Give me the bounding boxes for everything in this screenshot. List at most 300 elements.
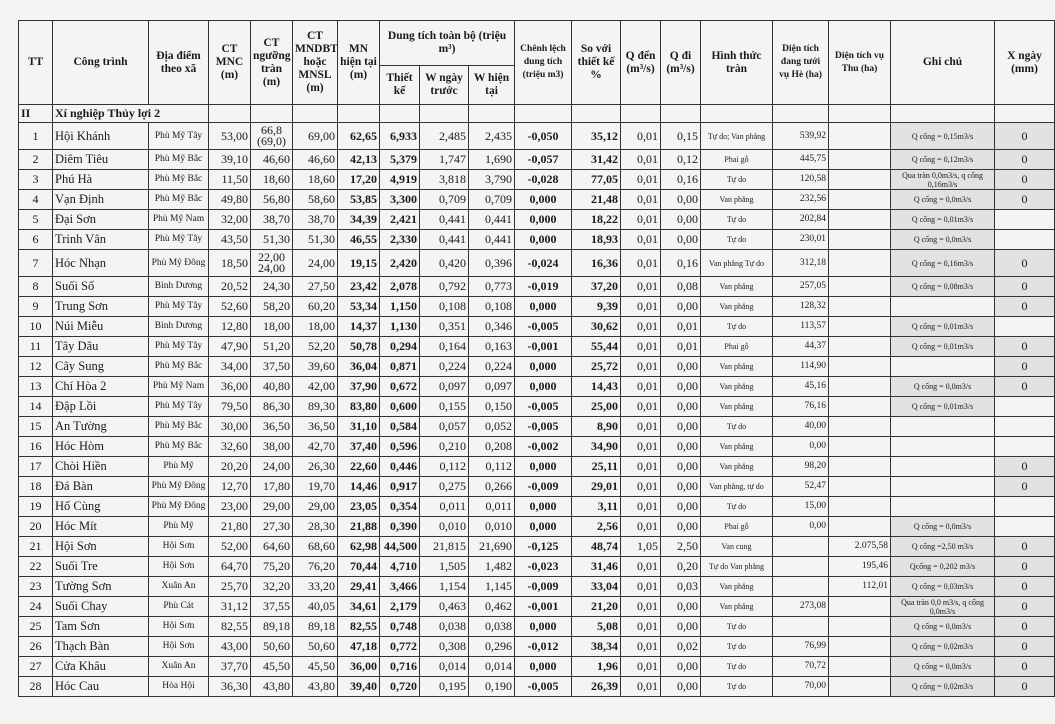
row-location: Bình Dương <box>149 317 209 337</box>
row-name: Thạch Bàn <box>53 637 149 657</box>
row-q-di: 0,00 <box>661 377 701 397</box>
row-so-voi-thiet-ke: 18,93 <box>572 230 621 250</box>
row-ghi-chu <box>891 297 995 317</box>
row-hinh-thuc-tran: Van phẳng <box>701 277 773 297</box>
table-row <box>19 357 1055 377</box>
row-x-ngay <box>995 437 1055 457</box>
row-x-ngay: 0 <box>995 150 1055 170</box>
row-q-di: 0,00 <box>661 477 701 497</box>
row-so-voi-thiet-ke: 3,11 <box>572 497 621 517</box>
row-nguong-tran: 58,20 <box>251 297 293 317</box>
row-location: Hội Sơn <box>149 617 209 637</box>
row-dt-vu-he: 232,56 <box>773 190 829 210</box>
row-nguong-tran: 22,00 24,00 <box>251 250 293 277</box>
row-hinh-thuc-tran: Van phẳng <box>701 357 773 377</box>
row-mn-hien-tai: 36,04 <box>338 357 380 377</box>
row-q-di: 0,01 <box>661 317 701 337</box>
row-q-di: 0,00 <box>661 210 701 230</box>
row-x-ngay: 0 <box>995 677 1055 697</box>
row-name: Tường Sơn <box>53 577 149 597</box>
row-thiet-ke: 6,933 <box>380 123 420 150</box>
row-w-ngay-truoc: 21,815 <box>420 537 469 557</box>
table-row <box>19 297 1055 317</box>
row-w-hien-tai: 1,690 <box>469 150 515 170</box>
table-row <box>19 417 1055 437</box>
table-row <box>19 617 1055 637</box>
row-thiet-ke: 1,130 <box>380 317 420 337</box>
row-w-ngay-truoc: 0,164 <box>420 337 469 357</box>
row-so-voi-thiet-ke: 8,90 <box>572 417 621 437</box>
row-hinh-thuc-tran: Van phẳng <box>701 577 773 597</box>
row-tt: 8 <box>19 277 53 297</box>
row-dt-vu-thu <box>829 597 891 617</box>
row-ghi-chu: Q cống =2,50 m3/s <box>891 537 995 557</box>
row-ghi-chu: Q cống = 0,01m3/s <box>891 210 995 230</box>
table-row <box>19 597 1055 617</box>
row-tt: 6 <box>19 230 53 250</box>
row-mnc: 36,00 <box>209 377 251 397</box>
row-mndbt: 27,50 <box>293 277 338 297</box>
row-q-den: 0,01 <box>621 397 661 417</box>
row-location: Hội Sơn <box>149 637 209 657</box>
row-w-hien-tai: 0,208 <box>469 437 515 457</box>
row-hinh-thuc-tran: Phai gỗ <box>701 517 773 537</box>
row-ghi-chu: Q cống = 0,02m3/s <box>891 637 995 657</box>
row-tt: 9 <box>19 297 53 317</box>
section-number: II <box>19 105 53 123</box>
row-name: Hóc Hòm <box>53 437 149 457</box>
row-nguong-tran: 38,00 <box>251 437 293 457</box>
row-w-ngay-truoc: 1,154 <box>420 577 469 597</box>
row-x-ngay: 0 <box>995 357 1055 377</box>
row-w-ngay-truoc: 0,351 <box>420 317 469 337</box>
row-w-ngay-truoc: 0,112 <box>420 457 469 477</box>
row-name: Hội Khánh <box>53 123 149 150</box>
row-q-den: 1,05 <box>621 537 661 557</box>
row-x-ngay: 0 <box>995 277 1055 297</box>
row-dt-vu-he: 70,00 <box>773 677 829 697</box>
row-dt-vu-thu <box>829 277 891 297</box>
row-mndbt: 29,00 <box>293 497 338 517</box>
row-chenh-lech: -0,028 <box>515 170 572 190</box>
row-mnc: 53,00 <box>209 123 251 150</box>
row-so-voi-thiet-ke: 9,39 <box>572 297 621 317</box>
row-tt: 21 <box>19 537 53 557</box>
row-dt-vu-he: 70,72 <box>773 657 829 677</box>
row-q-di: 0,00 <box>661 677 701 697</box>
row-q-den: 0,01 <box>621 437 661 457</box>
header-dt-dang-tuoi: Diện tích đang tưới vụ Hè (ha) <box>773 21 829 105</box>
row-name: Chí Hòa 2 <box>53 377 149 397</box>
row-w-ngay-truoc: 0,792 <box>420 277 469 297</box>
row-w-ngay-truoc: 0,057 <box>420 417 469 437</box>
row-q-den: 0,01 <box>621 597 661 617</box>
row-w-hien-tai: 1,145 <box>469 577 515 597</box>
row-ghi-chu: Q cống = 0,0m3/s <box>891 190 995 210</box>
row-chenh-lech: -0,009 <box>515 477 572 497</box>
row-hinh-thuc-tran: Van phẳng <box>701 597 773 617</box>
row-mndbt: 33,20 <box>293 577 338 597</box>
table-row <box>19 477 1055 497</box>
table-row <box>19 517 1055 537</box>
row-mnc: 64,70 <box>209 557 251 577</box>
row-w-hien-tai: 0,112 <box>469 457 515 477</box>
row-thiet-ke: 1,150 <box>380 297 420 317</box>
row-dt-vu-he: 312,18 <box>773 250 829 277</box>
row-so-voi-thiet-ke: 38,34 <box>572 637 621 657</box>
row-chenh-lech: -0,050 <box>515 123 572 150</box>
row-mn-hien-tai: 31,10 <box>338 417 380 437</box>
row-hinh-thuc-tran: Tự do <box>701 657 773 677</box>
row-ghi-chu: Q cống = 0,16m3/s <box>891 250 995 277</box>
row-mndbt: 39,60 <box>293 357 338 377</box>
row-name: Núi Miễu <box>53 317 149 337</box>
row-mnc: 20,52 <box>209 277 251 297</box>
row-nguong-tran: 56,80 <box>251 190 293 210</box>
row-nguong-tran: 29,00 <box>251 497 293 517</box>
row-ghi-chu: Q cống = 0,03m3/s <box>891 577 995 597</box>
row-hinh-thuc-tran: Van phẳng <box>701 457 773 477</box>
row-hinh-thuc-tran: Van phẳng Tự do <box>701 250 773 277</box>
row-mn-hien-tai: 50,78 <box>338 337 380 357</box>
row-tt: 14 <box>19 397 53 417</box>
row-mnc: 43,50 <box>209 230 251 250</box>
row-mn-hien-tai: 82,55 <box>338 617 380 637</box>
row-dt-vu-thu <box>829 437 891 457</box>
row-hinh-thuc-tran: Tự do <box>701 497 773 517</box>
row-hinh-thuc-tran: Tự do <box>701 230 773 250</box>
row-q-di: 0,00 <box>661 230 701 250</box>
row-w-hien-tai: 0,441 <box>469 210 515 230</box>
header-dt-vu-thu: Diện tích vụ Thu (ha) <box>829 21 891 105</box>
row-location: Phù Mỹ Đông <box>149 497 209 517</box>
row-tt: 11 <box>19 337 53 357</box>
row-hinh-thuc-tran: Tự do <box>701 617 773 637</box>
row-tt: 19 <box>19 497 53 517</box>
row-hinh-thuc-tran: Tự do <box>701 637 773 657</box>
row-x-ngay: 0 <box>995 657 1055 677</box>
row-name: Tây Dâu <box>53 337 149 357</box>
row-name: Suối Chay <box>53 597 149 617</box>
row-thiet-ke: 0,600 <box>380 397 420 417</box>
row-nguong-tran: 38,70 <box>251 210 293 230</box>
row-nguong-tran: 86,30 <box>251 397 293 417</box>
row-q-den: 0,01 <box>621 190 661 210</box>
header-x-ngay: X ngày (mm) <box>995 21 1055 105</box>
row-mn-hien-tai: 19,15 <box>338 250 380 277</box>
header-tt: TT <box>19 21 53 105</box>
table-row <box>19 170 1055 190</box>
row-mndbt: 28,30 <box>293 517 338 537</box>
row-q-den: 0,01 <box>621 497 661 517</box>
row-w-ngay-truoc: 0,195 <box>420 677 469 697</box>
row-w-ngay-truoc: 0,441 <box>420 230 469 250</box>
table-row <box>19 250 1055 277</box>
row-location: Phù Mỹ Đông <box>149 477 209 497</box>
row-nguong-tran: 36,50 <box>251 417 293 437</box>
row-so-voi-thiet-ke: 31,42 <box>572 150 621 170</box>
row-tt: 15 <box>19 417 53 437</box>
row-location: Phù Mỹ Bắc <box>149 357 209 377</box>
row-mndbt: 40,05 <box>293 597 338 617</box>
row-tt: 1 <box>19 123 53 150</box>
row-dt-vu-he: 114,90 <box>773 357 829 377</box>
row-thiet-ke: 2,078 <box>380 277 420 297</box>
row-q-di: 0,00 <box>661 297 701 317</box>
row-mn-hien-tai: 62,98 <box>338 537 380 557</box>
row-so-voi-thiet-ke: 26,39 <box>572 677 621 697</box>
row-ghi-chu: Q cống = 0,12m3/s <box>891 150 995 170</box>
row-name: Cửa Khâu <box>53 657 149 677</box>
row-mndbt: 60,20 <box>293 297 338 317</box>
row-dt-vu-thu <box>829 457 891 477</box>
row-so-voi-thiet-ke: 21,20 <box>572 597 621 617</box>
row-dt-vu-thu <box>829 677 891 697</box>
row-location: Phù Mỹ Tây <box>149 230 209 250</box>
row-chenh-lech: -0,023 <box>515 557 572 577</box>
row-mndbt: 18,00 <box>293 317 338 337</box>
row-tt: 12 <box>19 357 53 377</box>
row-mnc: 36,30 <box>209 677 251 697</box>
row-dt-vu-thu <box>829 517 891 537</box>
row-so-voi-thiet-ke: 30,62 <box>572 317 621 337</box>
row-mndbt: 68,60 <box>293 537 338 557</box>
row-hinh-thuc-tran: Phai gỗ <box>701 337 773 357</box>
row-mndbt: 19,70 <box>293 477 338 497</box>
row-tt: 17 <box>19 457 53 477</box>
row-dt-vu-thu <box>829 477 891 497</box>
row-w-hien-tai: 2,435 <box>469 123 515 150</box>
row-tt: 16 <box>19 437 53 457</box>
row-name: Hóc Nhạn <box>53 250 149 277</box>
row-q-di: 2,50 <box>661 537 701 557</box>
row-w-hien-tai: 0,224 <box>469 357 515 377</box>
row-w-hien-tai: 3,790 <box>469 170 515 190</box>
row-dt-vu-he: 0,00 <box>773 517 829 537</box>
row-tt: 7 <box>19 250 53 277</box>
row-ghi-chu: Qua tràn 0,0m3/s, q cống 0,16m3/s <box>891 170 995 190</box>
table-row <box>19 437 1055 457</box>
row-ghi-chu: Q cống = 0,01m3/s <box>891 337 995 357</box>
row-q-di: 0,00 <box>661 357 701 377</box>
row-name: Đá Bàn <box>53 477 149 497</box>
row-dt-vu-thu <box>829 210 891 230</box>
row-dt-vu-he: 113,57 <box>773 317 829 337</box>
row-x-ngay <box>995 517 1055 537</box>
row-x-ngay: 0 <box>995 637 1055 657</box>
row-so-voi-thiet-ke: 21,48 <box>572 190 621 210</box>
row-mndbt: 52,20 <box>293 337 338 357</box>
row-w-hien-tai: 0,346 <box>469 317 515 337</box>
row-q-den: 0,01 <box>621 417 661 437</box>
row-thiet-ke: 0,720 <box>380 677 420 697</box>
row-location: Phù Mỹ Bắc <box>149 190 209 210</box>
row-so-voi-thiet-ke: 14,43 <box>572 377 621 397</box>
row-nguong-tran: 24,00 <box>251 457 293 477</box>
table-row <box>19 317 1055 337</box>
row-nguong-tran: 89,18 <box>251 617 293 637</box>
header-so-voi-thiet-ke: So với thiết kế % <box>572 21 621 105</box>
table-row <box>19 397 1055 417</box>
header-dung-tich-group: Dung tích toàn bộ (triệu m³) <box>380 21 515 66</box>
row-q-den: 0,01 <box>621 557 661 577</box>
row-name: Vạn Định <box>53 190 149 210</box>
table-row <box>19 577 1055 597</box>
row-chenh-lech: -0,057 <box>515 150 572 170</box>
table-row <box>19 230 1055 250</box>
row-chenh-lech: -0,125 <box>515 537 572 557</box>
row-ghi-chu: Q cống = 0,0m3/s <box>891 617 995 637</box>
row-hinh-thuc-tran: Van phẳng <box>701 190 773 210</box>
row-mndbt: 46,60 <box>293 150 338 170</box>
row-w-hien-tai: 0,709 <box>469 190 515 210</box>
row-w-hien-tai: 0,052 <box>469 417 515 437</box>
row-tt: 10 <box>19 317 53 337</box>
row-x-ngay <box>995 317 1055 337</box>
row-dt-vu-thu <box>829 637 891 657</box>
row-chenh-lech: 0,000 <box>515 457 572 477</box>
row-tt: 24 <box>19 597 53 617</box>
row-so-voi-thiet-ke: 25,11 <box>572 457 621 477</box>
row-x-ngay: 0 <box>995 297 1055 317</box>
row-so-voi-thiet-ke: 37,20 <box>572 277 621 297</box>
row-ghi-chu <box>891 437 995 457</box>
row-tt: 18 <box>19 477 53 497</box>
row-name: Cây Sung <box>53 357 149 377</box>
row-w-ngay-truoc: 0,011 <box>420 497 469 517</box>
row-mn-hien-tai: 46,55 <box>338 230 380 250</box>
row-ghi-chu: Q cống = 0,01m3/s <box>891 397 995 417</box>
row-mnc: 32,00 <box>209 210 251 230</box>
row-hinh-thuc-tran: Tự do <box>701 417 773 437</box>
row-name: Trinh Vân <box>53 230 149 250</box>
row-thiet-ke: 0,672 <box>380 377 420 397</box>
row-mndbt: 38,70 <box>293 210 338 230</box>
table-row <box>19 337 1055 357</box>
row-hinh-thuc-tran: Van cung <box>701 537 773 557</box>
table-row <box>19 377 1055 397</box>
row-x-ngay: 0 <box>995 457 1055 477</box>
row-mndbt: 26,30 <box>293 457 338 477</box>
row-q-den: 0,01 <box>621 517 661 537</box>
row-w-hien-tai: 0,190 <box>469 677 515 697</box>
row-q-den: 0,01 <box>621 277 661 297</box>
row-x-ngay: 0 <box>995 337 1055 357</box>
row-dt-vu-thu <box>829 617 891 637</box>
row-thiet-ke: 0,917 <box>380 477 420 497</box>
row-dt-vu-he: 0,00 <box>773 437 829 457</box>
row-chenh-lech: -0,005 <box>515 397 572 417</box>
row-dt-vu-he <box>773 557 829 577</box>
row-ghi-chu <box>891 457 995 477</box>
row-q-den: 0,01 <box>621 297 661 317</box>
row-chenh-lech: 0,000 <box>515 210 572 230</box>
header-ct-nguong-tran: CT ngưỡng tràn (m) <box>251 21 293 105</box>
row-ghi-chu: Q cống = 0,0m3/s <box>891 230 995 250</box>
row-thiet-ke: 4,710 <box>380 557 420 577</box>
row-hinh-thuc-tran: Tự do; Van phẳng <box>701 123 773 150</box>
row-dt-vu-he: 445,75 <box>773 150 829 170</box>
row-dt-vu-he: 76,99 <box>773 637 829 657</box>
row-hinh-thuc-tran: Tự do Van phẳng <box>701 557 773 577</box>
reservoir-table <box>18 20 1055 697</box>
row-location: Phù Mỹ Tây <box>149 337 209 357</box>
row-q-den: 0,01 <box>621 210 661 230</box>
row-q-di: 0,00 <box>661 597 701 617</box>
row-w-hien-tai: 0,462 <box>469 597 515 617</box>
row-so-voi-thiet-ke: 25,00 <box>572 397 621 417</box>
row-thiet-ke: 0,584 <box>380 417 420 437</box>
row-name: Hóc Cau <box>53 677 149 697</box>
row-w-ngay-truoc: 1,505 <box>420 557 469 577</box>
row-mndbt: 18,60 <box>293 170 338 190</box>
header-w-ngay-truoc: W ngày trước <box>420 66 469 105</box>
row-q-den: 0,01 <box>621 637 661 657</box>
row-ghi-chu: Q cống = 0,01m3/s <box>891 317 995 337</box>
row-mn-hien-tai: 34,61 <box>338 597 380 617</box>
table-row <box>19 557 1055 577</box>
row-w-ngay-truoc: 0,420 <box>420 250 469 277</box>
row-mndbt: 42,70 <box>293 437 338 457</box>
row-tt: 23 <box>19 577 53 597</box>
row-thiet-ke: 0,748 <box>380 617 420 637</box>
row-dt-vu-thu <box>829 297 891 317</box>
row-q-den: 0,01 <box>621 150 661 170</box>
row-nguong-tran: 64,60 <box>251 537 293 557</box>
row-name: Suối Sổ <box>53 277 149 297</box>
row-so-voi-thiet-ke: 55,44 <box>572 337 621 357</box>
row-so-voi-thiet-ke: 18,22 <box>572 210 621 230</box>
row-mn-hien-tai: 83,80 <box>338 397 380 417</box>
row-location: Phù Mỹ Nam <box>149 210 209 230</box>
header-w-hien-tai: W hiện tại <box>469 66 515 105</box>
row-location: Xuân An <box>149 577 209 597</box>
row-so-voi-thiet-ke: 31,46 <box>572 557 621 577</box>
row-x-ngay: 0 <box>995 557 1055 577</box>
row-thiet-ke: 2,420 <box>380 250 420 277</box>
row-name: Đại Sơn <box>53 210 149 230</box>
row-location: Phù Cát <box>149 597 209 617</box>
row-chenh-lech: 0,000 <box>515 657 572 677</box>
row-w-hien-tai: 0,038 <box>469 617 515 637</box>
row-q-di: 0,00 <box>661 517 701 537</box>
row-so-voi-thiet-ke: 77,05 <box>572 170 621 190</box>
row-chenh-lech: -0,012 <box>515 637 572 657</box>
row-x-ngay: 0 <box>995 477 1055 497</box>
row-w-hien-tai: 0,396 <box>469 250 515 277</box>
row-thiet-ke: 44,500 <box>380 537 420 557</box>
row-mnc: 47,90 <box>209 337 251 357</box>
row-w-hien-tai: 21,690 <box>469 537 515 557</box>
row-mndbt: 43,80 <box>293 677 338 697</box>
row-x-ngay: 0 <box>995 537 1055 557</box>
row-w-hien-tai: 0,441 <box>469 230 515 250</box>
row-mnc: 39,10 <box>209 150 251 170</box>
row-dt-vu-he: 128,32 <box>773 297 829 317</box>
row-thiet-ke: 0,871 <box>380 357 420 377</box>
row-w-ngay-truoc: 0,097 <box>420 377 469 397</box>
row-name: Diêm Tiêu <box>53 150 149 170</box>
row-dt-vu-he: 45,16 <box>773 377 829 397</box>
row-mndbt: 69,00 <box>293 123 338 150</box>
table-row <box>19 277 1055 297</box>
row-so-voi-thiet-ke: 5,08 <box>572 617 621 637</box>
table-row <box>19 537 1055 557</box>
row-mnc: 49,80 <box>209 190 251 210</box>
row-mn-hien-tai: 36,00 <box>338 657 380 677</box>
row-q-di: 0,00 <box>661 497 701 517</box>
header-cong-trinh: Công trình <box>53 21 149 105</box>
